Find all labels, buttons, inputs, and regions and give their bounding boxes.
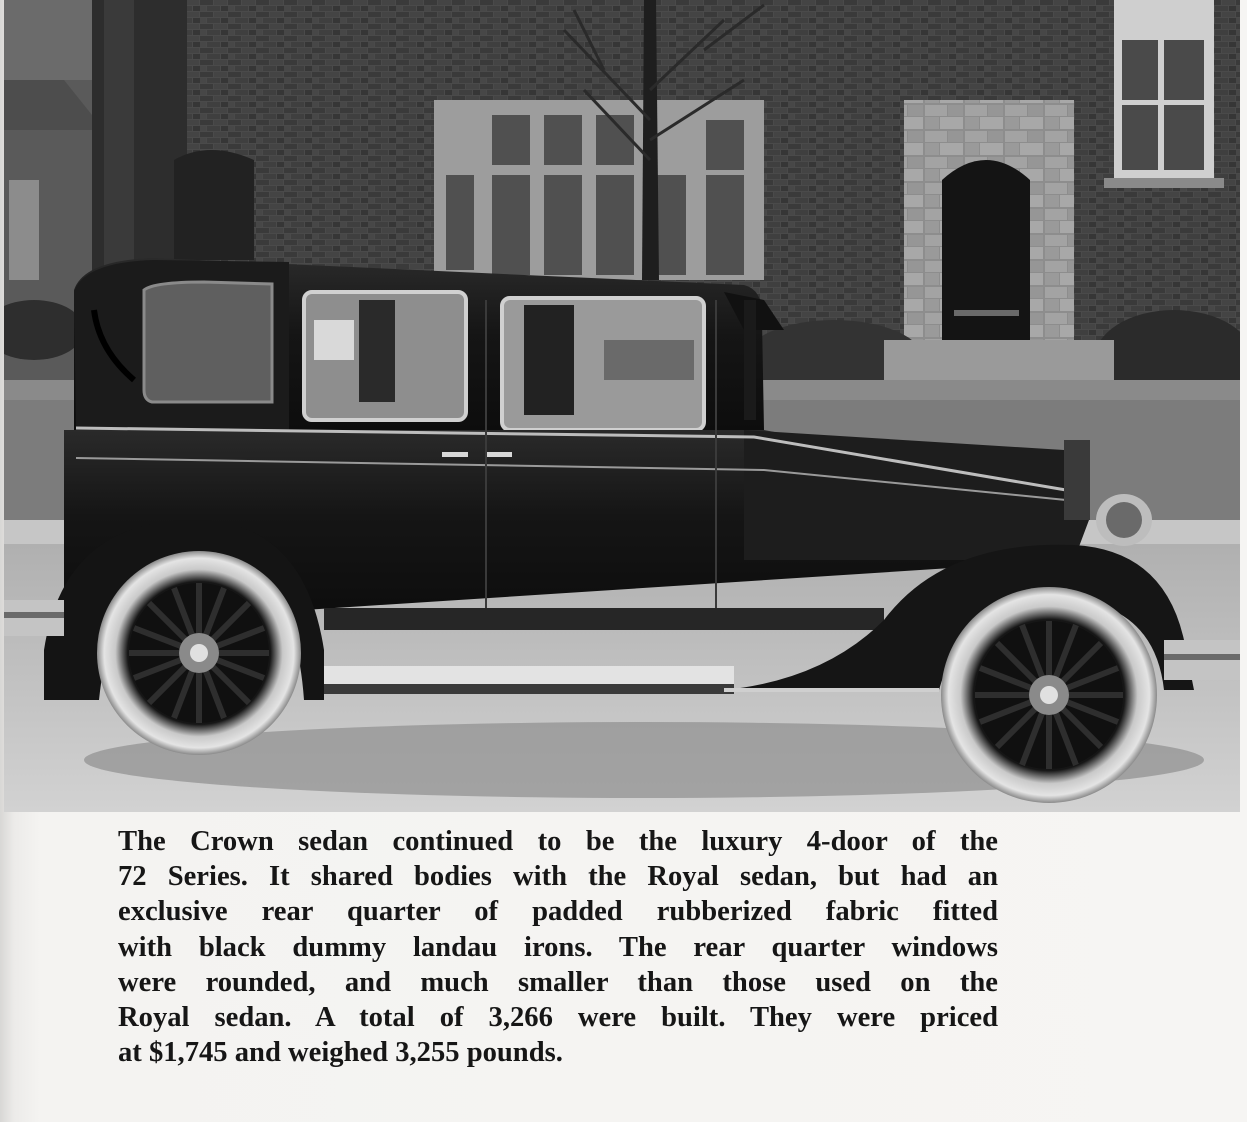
rear-wheel (97, 551, 301, 755)
caption-line: The Crown sedan continued to be the luxury 4-door of the (118, 826, 998, 857)
caption-line: with black dummy landau irons. The rear quarter windows (118, 931, 998, 963)
caption-line: were rounded, and much smaller than those used on the (118, 966, 998, 998)
car-photograph (4, 0, 1240, 812)
caption-line: Royal sedan. A total of 3,266 were built. They were priced (118, 1002, 998, 1034)
caption-line: 72 Series. It shared bodies with the Royal sedan, but had an (118, 861, 998, 893)
front-wheel (941, 587, 1157, 803)
caption-line: exclusive rear quarter of padded rubberized fabric fitted (118, 896, 998, 928)
photo-caption (118, 824, 998, 1070)
car-photograph-illustration (4, 0, 1240, 812)
caption-line: at $1,745 and weighed 3,255 pounds. (118, 1037, 563, 1069)
